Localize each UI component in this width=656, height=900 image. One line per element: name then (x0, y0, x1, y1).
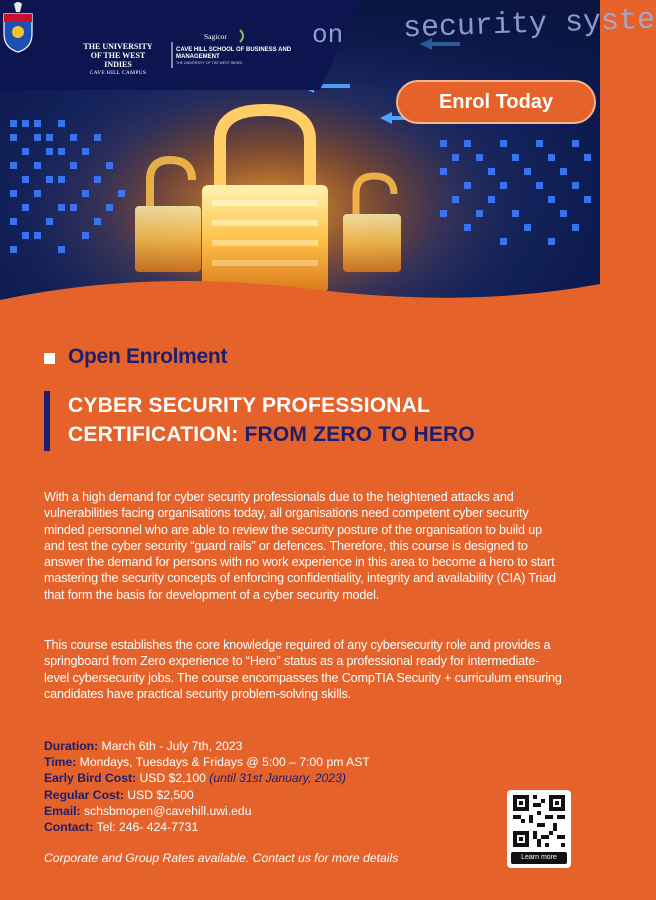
hero-banner (0, 0, 656, 340)
email-label: Email: (44, 803, 81, 818)
university-name-text: THE UNIVERSITY OF THE WEST INDIES (83, 42, 153, 69)
open-enrolment-label: Open Enrolment (68, 345, 228, 368)
time-value: Mondays, Tuesdays & Fridays @ 5:00 – 7:00 pm AST (76, 755, 370, 770)
email-row (44, 803, 484, 819)
description-paragraph-2: This course establishes the core knowledge required of any cybersecurity role and provides a springboard from Zero experience to “Hero” status as a professional ready for intermediate-level cybersecurity jobs. The course encompasses the CompTIA Security + curriculum ensuring candidates have practical security problem-solving skills. (44, 638, 562, 701)
qr-code (513, 795, 565, 847)
duration-label: Duration: (44, 739, 99, 753)
early-bird-label: Early Bird Cost: (44, 771, 137, 786)
regular-cost-value: USD $2,500 (123, 787, 194, 802)
description-paragraph-1: With a high demand for cyber security professionals due to the heightened attacks and vulnerabilities facing organisations today, all organisations need competent cyber security minded personnel who are able to review the security posture of the organisation to build up and test the cyber security “guard rails” or defences. Therefore, this course is designed to answer the demand for persons with no work experience in this area to become a hero to start mastering the security concepts of enforcing confidentiality, integrity and availability (CIA) Triad that form the basis for development of a cyber security model. (44, 490, 556, 602)
campus-name: CAVE HILL CAMPUS (89, 70, 147, 76)
regular-cost-row (44, 787, 484, 803)
regular-cost-label: Regular Cost: (44, 787, 124, 802)
early-bird-note: (until 31st January, 2023) (209, 771, 346, 786)
course-title-main: CYBER SECURITY PROFESSIONAL CERTIFICATION: (68, 394, 430, 446)
duration-row (44, 738, 484, 754)
course-title-block (44, 391, 584, 453)
corporate-rates-note: Corporate and Group Rates available. Contact us for more details (44, 851, 399, 865)
contact-phone[interactable]: Tel: 246- 424-7731 (93, 819, 199, 834)
course-details (44, 738, 484, 835)
bullet-square-icon (44, 353, 55, 364)
contact-row (44, 819, 484, 835)
school-sub: THE UNIVERSITY OF THE WEST INDIES (176, 61, 243, 65)
early-bird-value: USD $2,100 (136, 771, 210, 786)
course-title (68, 391, 578, 449)
duration-value: March 6th - July 7th, 2023 (98, 739, 243, 753)
school-brand: Sagicor (204, 32, 227, 41)
qr-code-card[interactable] (507, 790, 571, 868)
school-name: CAVE HILL SCHOOL OF BUSINESS AND MANAGEMENT (176, 47, 292, 60)
email-link[interactable]: schsbmopen@cavehill.uwi.edu (80, 803, 252, 818)
time-label: Time: (44, 755, 77, 770)
early-bird-row (44, 770, 484, 786)
enrol-today-button[interactable]: Enrol Today (396, 80, 596, 124)
time-row (44, 754, 484, 770)
uwi-crest-logo (0, 0, 36, 54)
course-title-highlight: FROM ZERO TO HERO (244, 423, 475, 446)
title-accent-bar (44, 391, 50, 451)
university-name (78, 42, 158, 78)
background-text-1: on (312, 20, 344, 50)
contact-label: Contact: (44, 819, 94, 834)
learn-more-label[interactable]: Learn more (511, 852, 567, 864)
background-text-2: security syste (402, 3, 656, 47)
